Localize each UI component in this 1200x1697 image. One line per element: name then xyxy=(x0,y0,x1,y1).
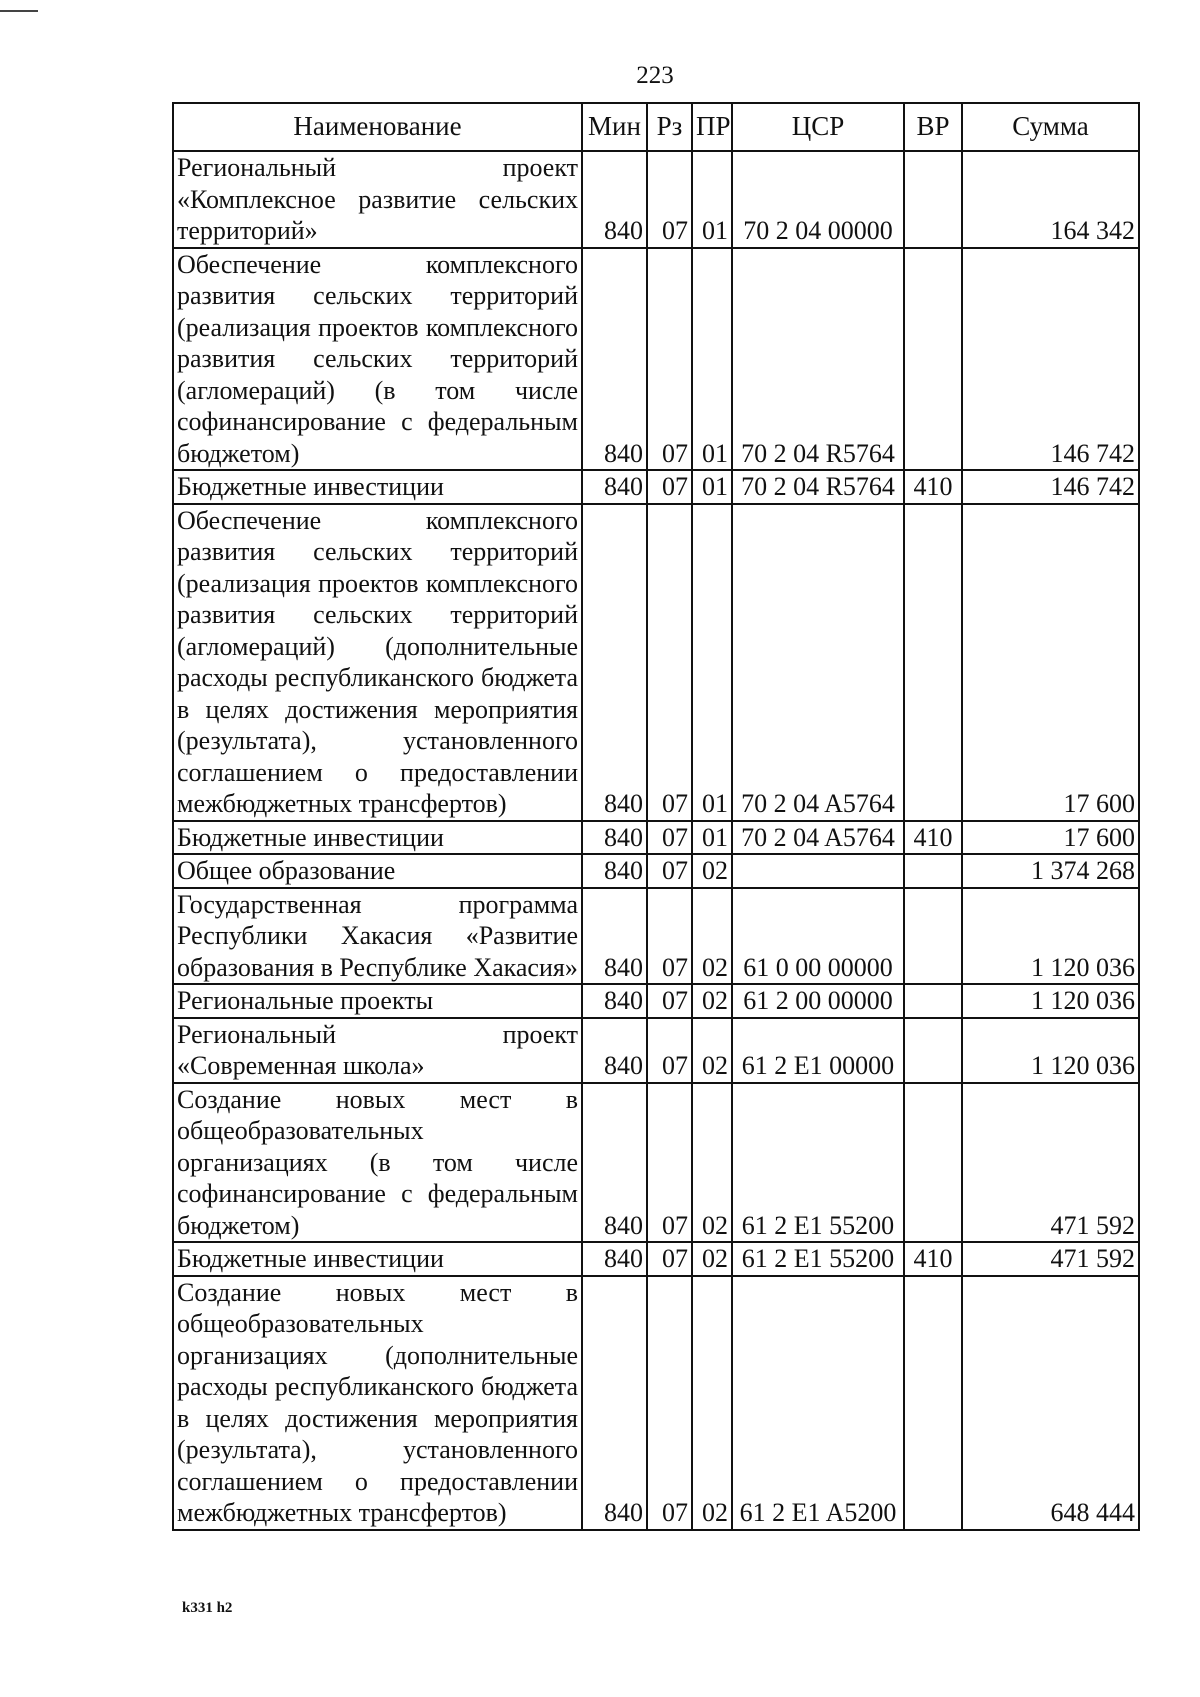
row-name: Создание новых мест в общеобразовательных организациях (в том числе софинансирование с федеральным бюджетом) xyxy=(173,1083,582,1243)
row-csr: 61 2 00 00000 xyxy=(732,984,904,1018)
row-sum: 17 600 xyxy=(962,821,1139,855)
row-rz: 07 xyxy=(647,1276,692,1530)
table-row xyxy=(173,821,1139,855)
row-rz: 07 xyxy=(647,151,692,248)
row-sum: 648 444 xyxy=(962,1276,1139,1530)
table-header-row xyxy=(173,103,1139,151)
row-pr: 02 xyxy=(692,1242,732,1276)
row-rz: 07 xyxy=(647,854,692,888)
row-vr xyxy=(904,854,962,888)
row-min: 840 xyxy=(582,248,647,471)
row-pr: 02 xyxy=(692,888,732,985)
table-row xyxy=(173,504,1139,821)
row-csr: 70 2 04 00000 xyxy=(732,151,904,248)
header-vr: ВР xyxy=(904,103,962,151)
row-vr xyxy=(904,1018,962,1083)
row-min: 840 xyxy=(582,888,647,985)
scan-edge-mark xyxy=(0,0,38,12)
row-min: 840 xyxy=(582,1018,647,1083)
row-min: 840 xyxy=(582,821,647,855)
row-name: Государственная программа Республики Хакасия «Развитие образования в Республике Хакасия» xyxy=(173,888,582,985)
row-pr: 01 xyxy=(692,470,732,504)
table-row xyxy=(173,248,1139,471)
row-csr: 70 2 04 A5764 xyxy=(732,504,904,821)
row-csr: 70 2 04 A5764 xyxy=(732,821,904,855)
row-sum: 1 120 036 xyxy=(962,984,1139,1018)
row-min: 840 xyxy=(582,984,647,1018)
row-csr xyxy=(732,854,904,888)
row-name: Бюджетные инвестиции xyxy=(173,470,582,504)
row-rz: 07 xyxy=(647,821,692,855)
row-name: Обеспечение комплексного развития сельских территорий (реализация проектов комплексного развития сельских территорий (агломераций) (в том числе софинансирование с федеральным бюджетом) xyxy=(173,248,582,471)
row-min: 840 xyxy=(582,470,647,504)
row-sum: 1 374 268 xyxy=(962,854,1139,888)
row-min: 840 xyxy=(582,1083,647,1243)
row-name: Бюджетные инвестиции xyxy=(173,821,582,855)
row-name: Региональный проект «Современная школа» xyxy=(173,1018,582,1083)
row-pr: 01 xyxy=(692,151,732,248)
row-sum: 146 742 xyxy=(962,248,1139,471)
row-pr: 02 xyxy=(692,1018,732,1083)
row-min: 840 xyxy=(582,854,647,888)
row-min: 840 xyxy=(582,151,647,248)
header-csr: ЦСР xyxy=(732,103,904,151)
row-rz: 07 xyxy=(647,248,692,471)
row-rz: 07 xyxy=(647,888,692,985)
table-row xyxy=(173,1276,1139,1530)
row-csr: 61 2 E1 A5200 xyxy=(732,1276,904,1530)
row-vr xyxy=(904,151,962,248)
row-name: Бюджетные инвестиции xyxy=(173,1242,582,1276)
row-name: Создание новых мест в общеобразовательных организациях (дополнительные расходы республиканского бюджета в целях достижения мероприятия (результата), установленного соглашением о предоставлении межбюджетных трансфертов) xyxy=(173,1276,582,1530)
header-name: Наименование xyxy=(173,103,582,151)
row-rz: 07 xyxy=(647,1242,692,1276)
row-csr: 61 2 E1 00000 xyxy=(732,1018,904,1083)
row-csr: 61 0 00 00000 xyxy=(732,888,904,985)
row-vr xyxy=(904,1083,962,1243)
row-vr xyxy=(904,1276,962,1530)
row-vr xyxy=(904,248,962,471)
row-sum: 146 742 xyxy=(962,470,1139,504)
table-row xyxy=(173,854,1139,888)
row-rz: 07 xyxy=(647,1083,692,1243)
row-vr: 410 xyxy=(904,821,962,855)
table-row xyxy=(173,1083,1139,1243)
row-name: Региональные проекты xyxy=(173,984,582,1018)
row-sum: 471 592 xyxy=(962,1242,1139,1276)
table-row xyxy=(173,1242,1139,1276)
row-rz: 07 xyxy=(647,504,692,821)
row-rz: 07 xyxy=(647,1018,692,1083)
row-pr: 01 xyxy=(692,821,732,855)
row-pr: 02 xyxy=(692,984,732,1018)
row-vr: 410 xyxy=(904,1242,962,1276)
row-sum: 164 342 xyxy=(962,151,1139,248)
table-row xyxy=(173,151,1139,248)
header-sum: Сумма xyxy=(962,103,1139,151)
table-row xyxy=(173,888,1139,985)
budget-table xyxy=(172,102,1140,1531)
row-csr: 61 2 E1 55200 xyxy=(732,1242,904,1276)
row-min: 840 xyxy=(582,1242,647,1276)
page-number: 223 xyxy=(636,62,674,89)
row-min: 840 xyxy=(582,504,647,821)
row-csr: 70 2 04 R5764 xyxy=(732,470,904,504)
row-min: 840 xyxy=(582,1276,647,1530)
row-sum: 1 120 036 xyxy=(962,888,1139,985)
row-sum: 471 592 xyxy=(962,1083,1139,1243)
document-code: k331 h2 xyxy=(182,1600,233,1616)
row-name: Общее образование xyxy=(173,854,582,888)
row-pr: 02 xyxy=(692,854,732,888)
row-pr: 01 xyxy=(692,504,732,821)
row-vr xyxy=(904,504,962,821)
table-row xyxy=(173,1018,1139,1083)
header-rz: Рз xyxy=(647,103,692,151)
row-csr: 70 2 04 R5764 xyxy=(732,248,904,471)
row-csr: 61 2 E1 55200 xyxy=(732,1083,904,1243)
header-pr: ПР xyxy=(692,103,732,151)
row-pr: 02 xyxy=(692,1276,732,1530)
row-name: Региональный проект «Комплексное развитие сельских территорий» xyxy=(173,151,582,248)
row-rz: 07 xyxy=(647,984,692,1018)
row-vr: 410 xyxy=(904,470,962,504)
row-sum: 17 600 xyxy=(962,504,1139,821)
row-sum: 1 120 036 xyxy=(962,1018,1139,1083)
row-rz: 07 xyxy=(647,470,692,504)
row-pr: 01 xyxy=(692,248,732,471)
row-vr xyxy=(904,984,962,1018)
table-row xyxy=(173,470,1139,504)
header-min: Мин xyxy=(582,103,647,151)
row-name: Обеспечение комплексного развития сельских территорий (реализация проектов комплексного развития сельских территорий (агломераций) (дополнительные расходы республиканского бюджета в целях достижения мероприятия (результата), установленного соглашением о предоставлении межбюджетных трансфертов) xyxy=(173,504,582,821)
row-vr xyxy=(904,888,962,985)
row-pr: 02 xyxy=(692,1083,732,1243)
table-row xyxy=(173,984,1139,1018)
